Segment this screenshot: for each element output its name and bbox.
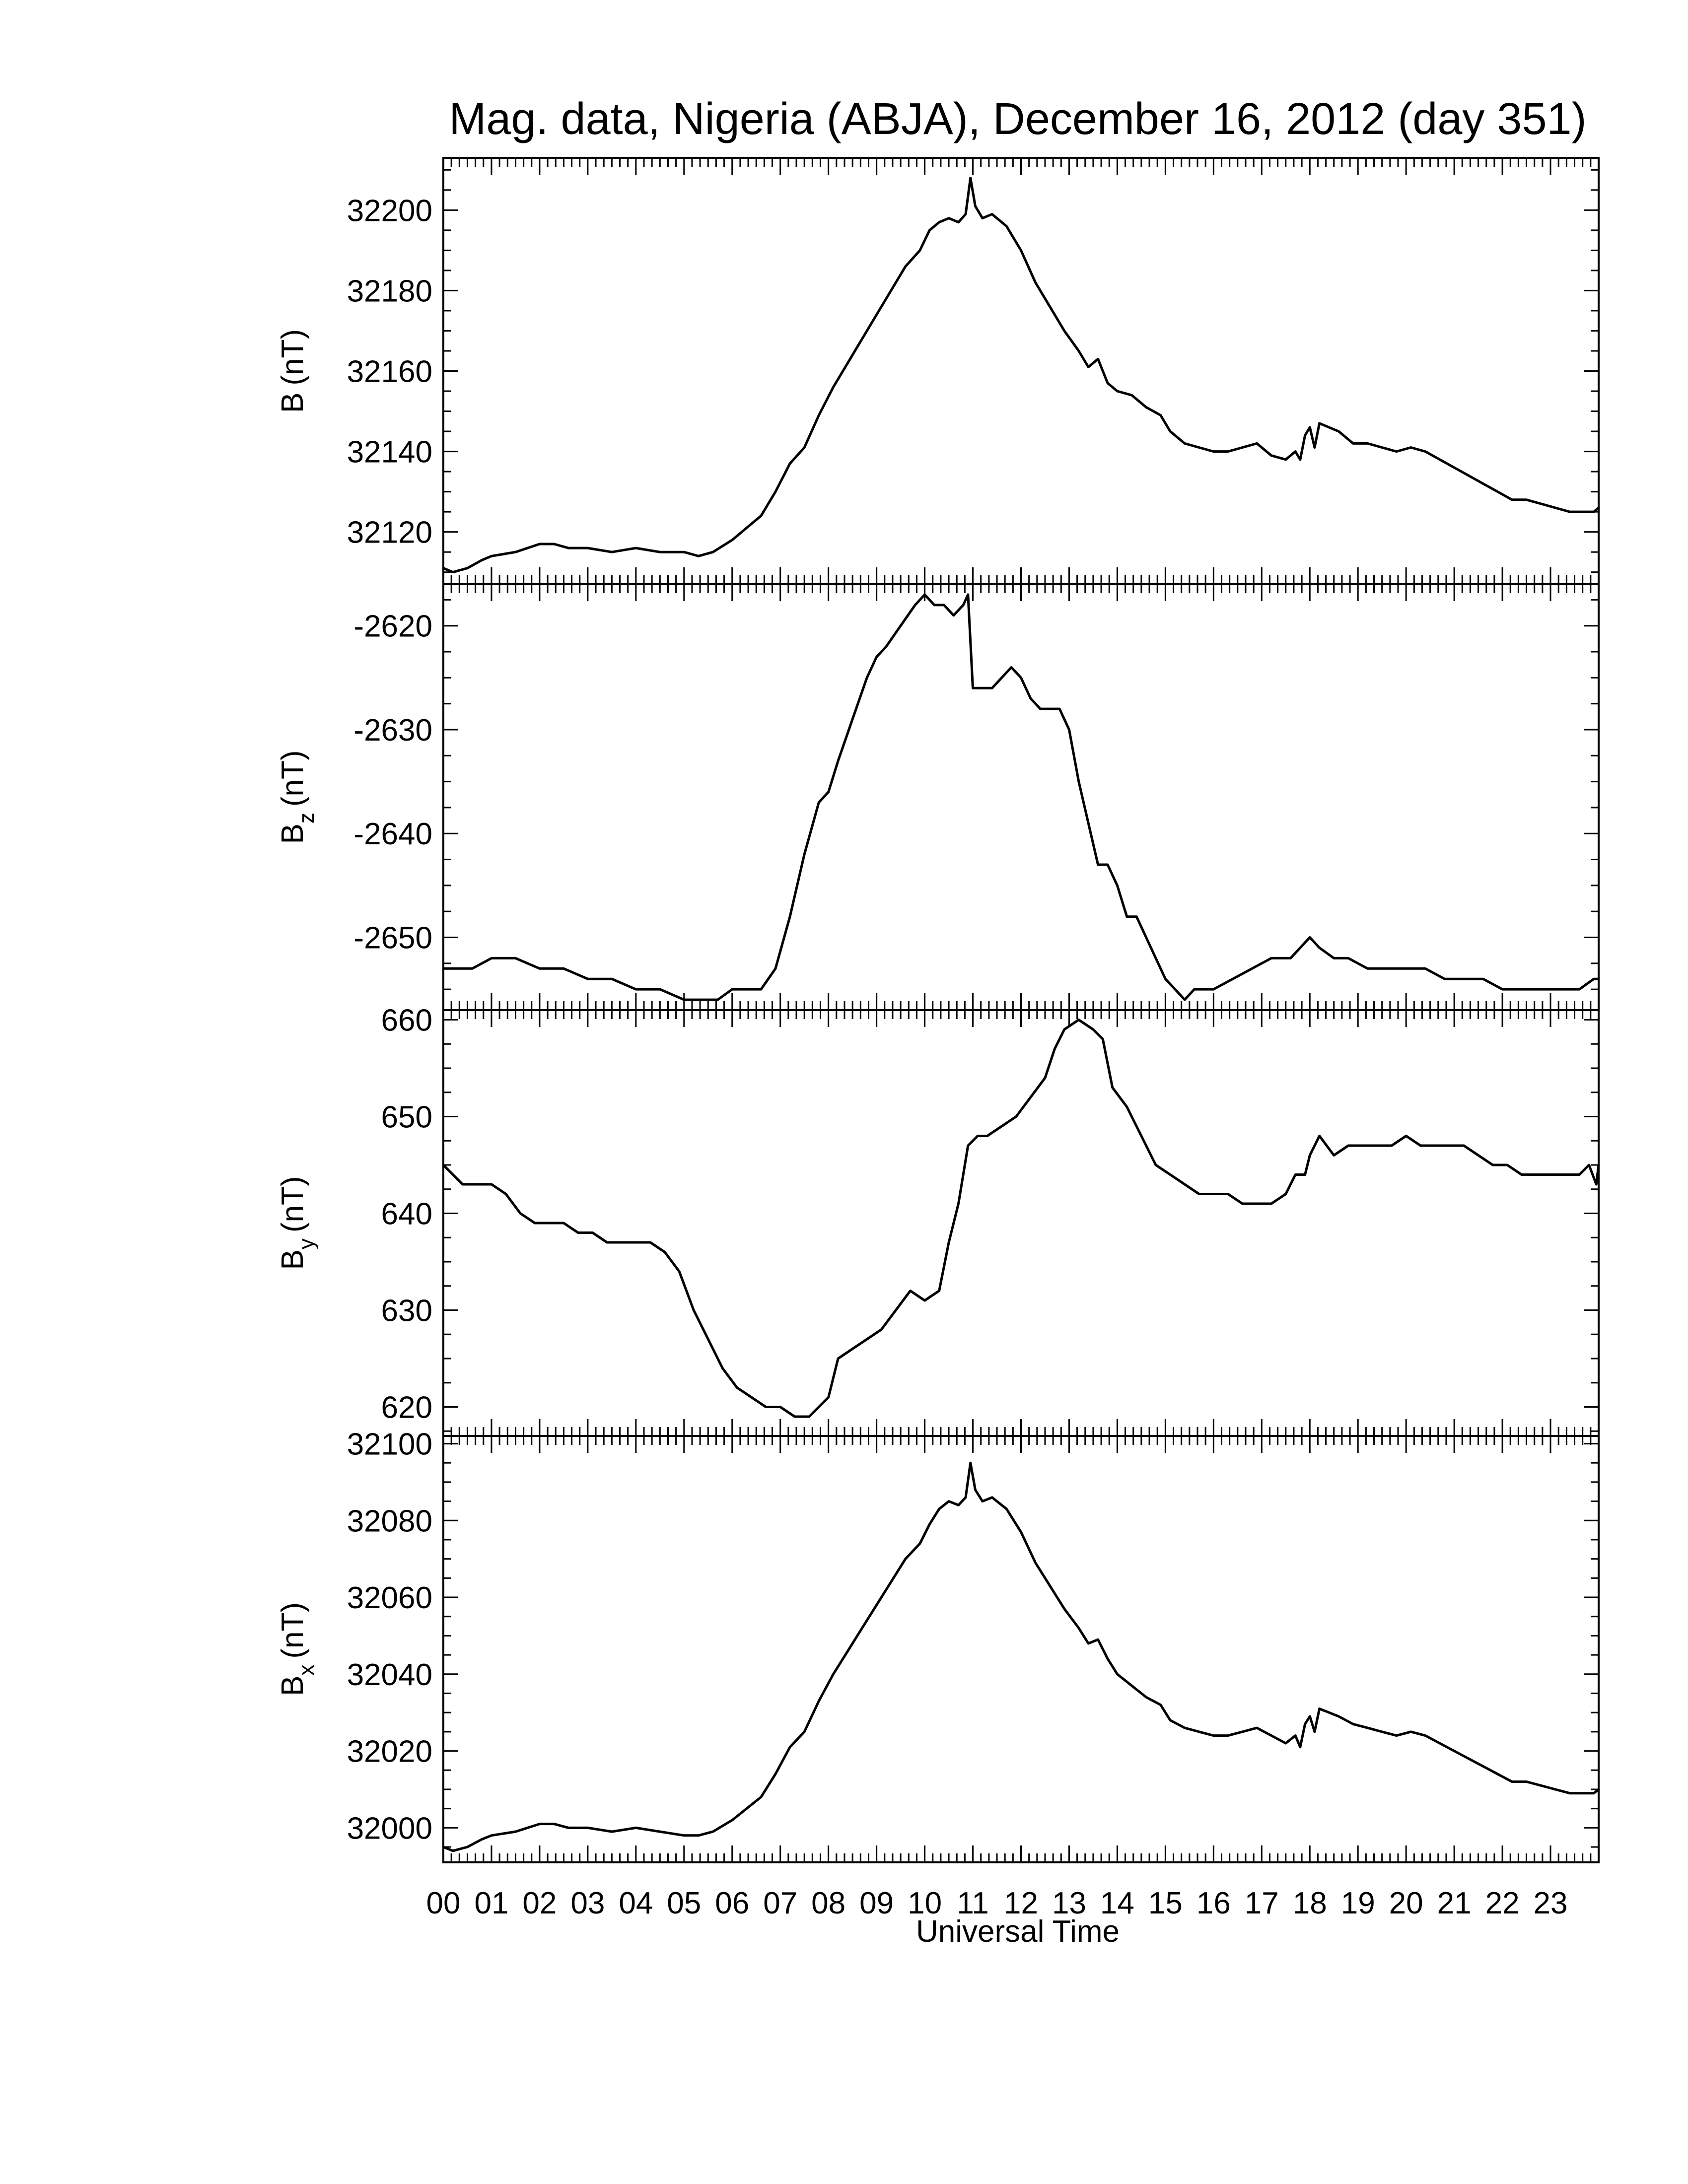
- y-axis-label-bz: [276, 750, 319, 844]
- y-axis-label-unit: (nT): [276, 750, 310, 807]
- x-tick-label: 21: [1437, 1886, 1472, 1920]
- x-tick-label: 22: [1485, 1886, 1520, 1920]
- x-tick-label: 03: [570, 1886, 605, 1920]
- y-tick-label: -2640: [353, 817, 432, 852]
- y-axis-label-by: [276, 1176, 319, 1270]
- x-tick-label: 15: [1148, 1886, 1183, 1920]
- series-line-bx: [443, 1463, 1599, 1851]
- y-axis-label-unit: (nT): [276, 1602, 310, 1659]
- x-tick-label: 02: [522, 1886, 557, 1920]
- y-axis-label-main: B: [276, 1675, 310, 1697]
- y-axis-label-main: B: [276, 823, 310, 844]
- y-tick-label: -2630: [353, 713, 432, 748]
- y-tick-label: 650: [381, 1100, 432, 1135]
- x-tick-label: 12: [1004, 1886, 1038, 1920]
- x-tick-label: 08: [811, 1886, 846, 1920]
- y-tick-label: -2620: [353, 609, 432, 644]
- x-tick-label: 19: [1340, 1886, 1375, 1920]
- y-axis-label-subscript: y: [294, 1238, 319, 1250]
- y-tick-label: 630: [381, 1294, 432, 1328]
- y-axis-label-bx: [276, 1602, 319, 1696]
- y-tick-label: 32180: [347, 274, 432, 309]
- x-tick-label: 13: [1052, 1886, 1086, 1920]
- x-tick-label: 23: [1533, 1886, 1568, 1920]
- y-tick-label: 640: [381, 1197, 432, 1231]
- panel-by-frame: [443, 1010, 1599, 1436]
- x-tick-label: 06: [715, 1886, 750, 1920]
- x-tick-label: 09: [859, 1886, 894, 1920]
- y-tick-label: 32140: [347, 435, 432, 470]
- y-tick-label: -2650: [353, 921, 432, 956]
- y-tick-label: 32160: [347, 354, 432, 389]
- x-axis-title: Universal Time: [916, 1914, 1120, 1949]
- series-line-b-total: [443, 178, 1599, 572]
- y-axis-label-main: B: [276, 1249, 310, 1270]
- y-tick-label: 660: [381, 1003, 432, 1038]
- series-line-bz: [443, 595, 1599, 1000]
- y-tick-label: 32100: [347, 1427, 432, 1462]
- x-tick-label: 17: [1244, 1886, 1279, 1920]
- y-axis-label-b-total: [276, 329, 310, 413]
- panel-b-total: [276, 158, 1599, 584]
- x-tick-label: 16: [1196, 1886, 1231, 1920]
- panels: [276, 158, 1599, 1862]
- y-axis-label-unit: (nT): [276, 1176, 310, 1233]
- panel-b-total-frame: [443, 158, 1599, 584]
- panel-bz-frame: [443, 584, 1599, 1010]
- x-tick-label: 11: [957, 1886, 989, 1920]
- y-tick-label: 620: [381, 1390, 432, 1425]
- x-tick-label: 20: [1389, 1886, 1423, 1920]
- y-tick-label: 32120: [347, 515, 432, 550]
- x-tick-label: 07: [763, 1886, 798, 1920]
- x-tick-label: 14: [1100, 1886, 1134, 1920]
- chart-title: Mag. data, Nigeria (ABJA), December 16, 2012 (day 351): [449, 94, 1587, 144]
- y-axis-label-main: B: [276, 392, 310, 413]
- y-tick-label: 32200: [347, 194, 432, 228]
- y-axis-label-subscript: x: [294, 1664, 319, 1676]
- y-tick-label: 32000: [347, 1811, 432, 1846]
- x-tick-label: 10: [908, 1886, 942, 1920]
- panel-bx-frame: [443, 1436, 1599, 1862]
- y-axis-label-subscript: z: [294, 813, 319, 824]
- panel-bx: [276, 1427, 1599, 1862]
- x-tick-label: 04: [619, 1886, 653, 1920]
- y-tick-label: 32020: [347, 1734, 432, 1769]
- panel-by: [276, 1004, 1599, 1436]
- x-tick-label: 00: [426, 1886, 461, 1920]
- panel-bz: [276, 584, 1599, 1010]
- x-tick-label: 18: [1292, 1886, 1327, 1920]
- x-tick-label: 01: [474, 1886, 509, 1920]
- y-tick-label: 32060: [347, 1581, 432, 1616]
- x-tick-label: 05: [667, 1886, 702, 1920]
- series-line-by: [443, 1020, 1599, 1417]
- y-tick-label: 32080: [347, 1504, 432, 1539]
- y-tick-label: 32040: [347, 1657, 432, 1692]
- y-axis-label-unit: (nT): [276, 329, 310, 386]
